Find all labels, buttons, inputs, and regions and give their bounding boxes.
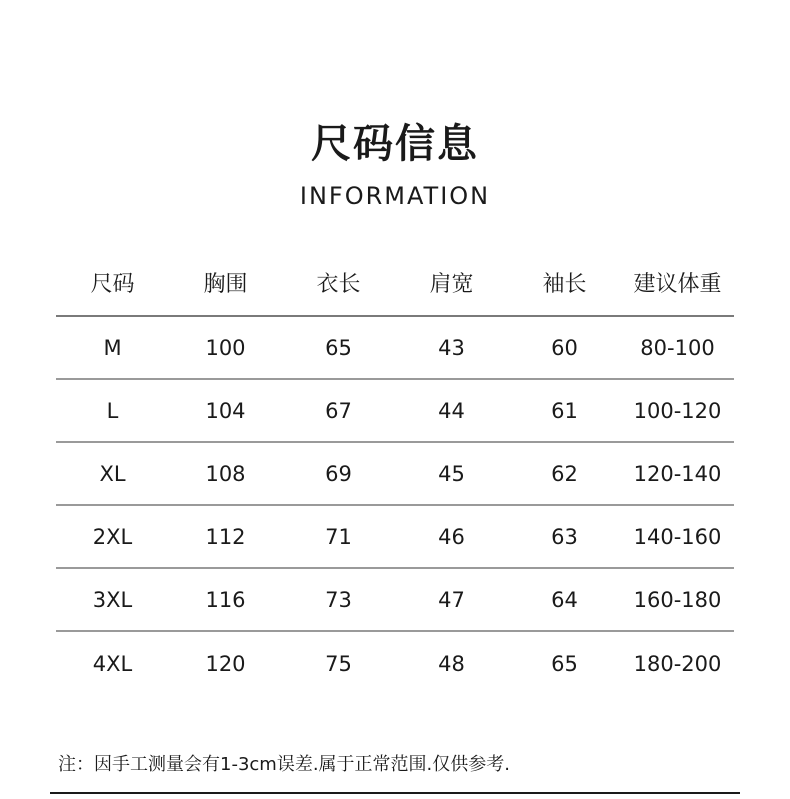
cell-shoulder: 43 [438,335,465,360]
cell-length: 73 [325,587,352,612]
cell-length: 71 [325,524,352,549]
header-weight: 建议体重 [633,272,722,297]
table-row [56,380,734,443]
header-shoulder: 肩宽 [429,272,474,297]
page-subtitle: INFORMATION [299,182,491,210]
cell-sleeve: 60 [551,335,578,360]
bottom-divider [50,792,740,794]
cell-shoulder: 45 [438,461,465,486]
cell-size: L [106,398,119,423]
cell-weight: 140-160 [633,524,722,549]
cell-sleeve: 61 [551,398,578,423]
cell-chest: 116 [205,587,246,612]
header-size: 尺码 [90,272,135,297]
cell-sleeve: 64 [551,587,578,612]
cell-sleeve: 63 [551,524,578,549]
cell-size: 3XL [92,587,133,612]
cell-length: 75 [325,651,352,676]
table-row [56,632,734,695]
header-chest: 胸围 [203,272,248,297]
cell-chest: 120 [205,651,246,676]
cell-shoulder: 46 [438,524,465,549]
cell-size: 2XL [92,524,133,549]
cell-size: M [103,335,122,360]
table-row [56,569,734,632]
cell-chest: 100 [205,335,246,360]
cell-length: 65 [325,335,352,360]
table-row [56,443,734,506]
header-sleeve: 袖长 [542,272,587,297]
cell-shoulder: 48 [438,651,465,676]
measurement-note: 注：因手工测量会有1-3cm误差.属于正常范围.仅供参考. [58,754,510,775]
table-row [56,317,734,380]
header-length: 衣长 [316,272,361,297]
cell-weight: 180-200 [633,651,722,676]
cell-chest: 108 [205,461,246,486]
cell-length: 69 [325,461,352,486]
cell-size: 4XL [92,651,133,676]
table-row [56,506,734,569]
cell-weight: 120-140 [633,461,722,486]
table-header-row [56,255,734,317]
cell-weight: 80-100 [640,335,715,360]
cell-weight: 160-180 [633,587,722,612]
cell-length: 67 [325,398,352,423]
page-title: 尺码信息 [311,121,479,167]
cell-sleeve: 65 [551,651,578,676]
cell-sleeve: 62 [551,461,578,486]
size-table [56,255,734,695]
cell-weight: 100-120 [633,398,722,423]
cell-shoulder: 44 [438,398,465,423]
cell-chest: 112 [205,524,246,549]
cell-chest: 104 [205,398,246,423]
cell-size: XL [99,461,126,486]
cell-shoulder: 47 [438,587,465,612]
